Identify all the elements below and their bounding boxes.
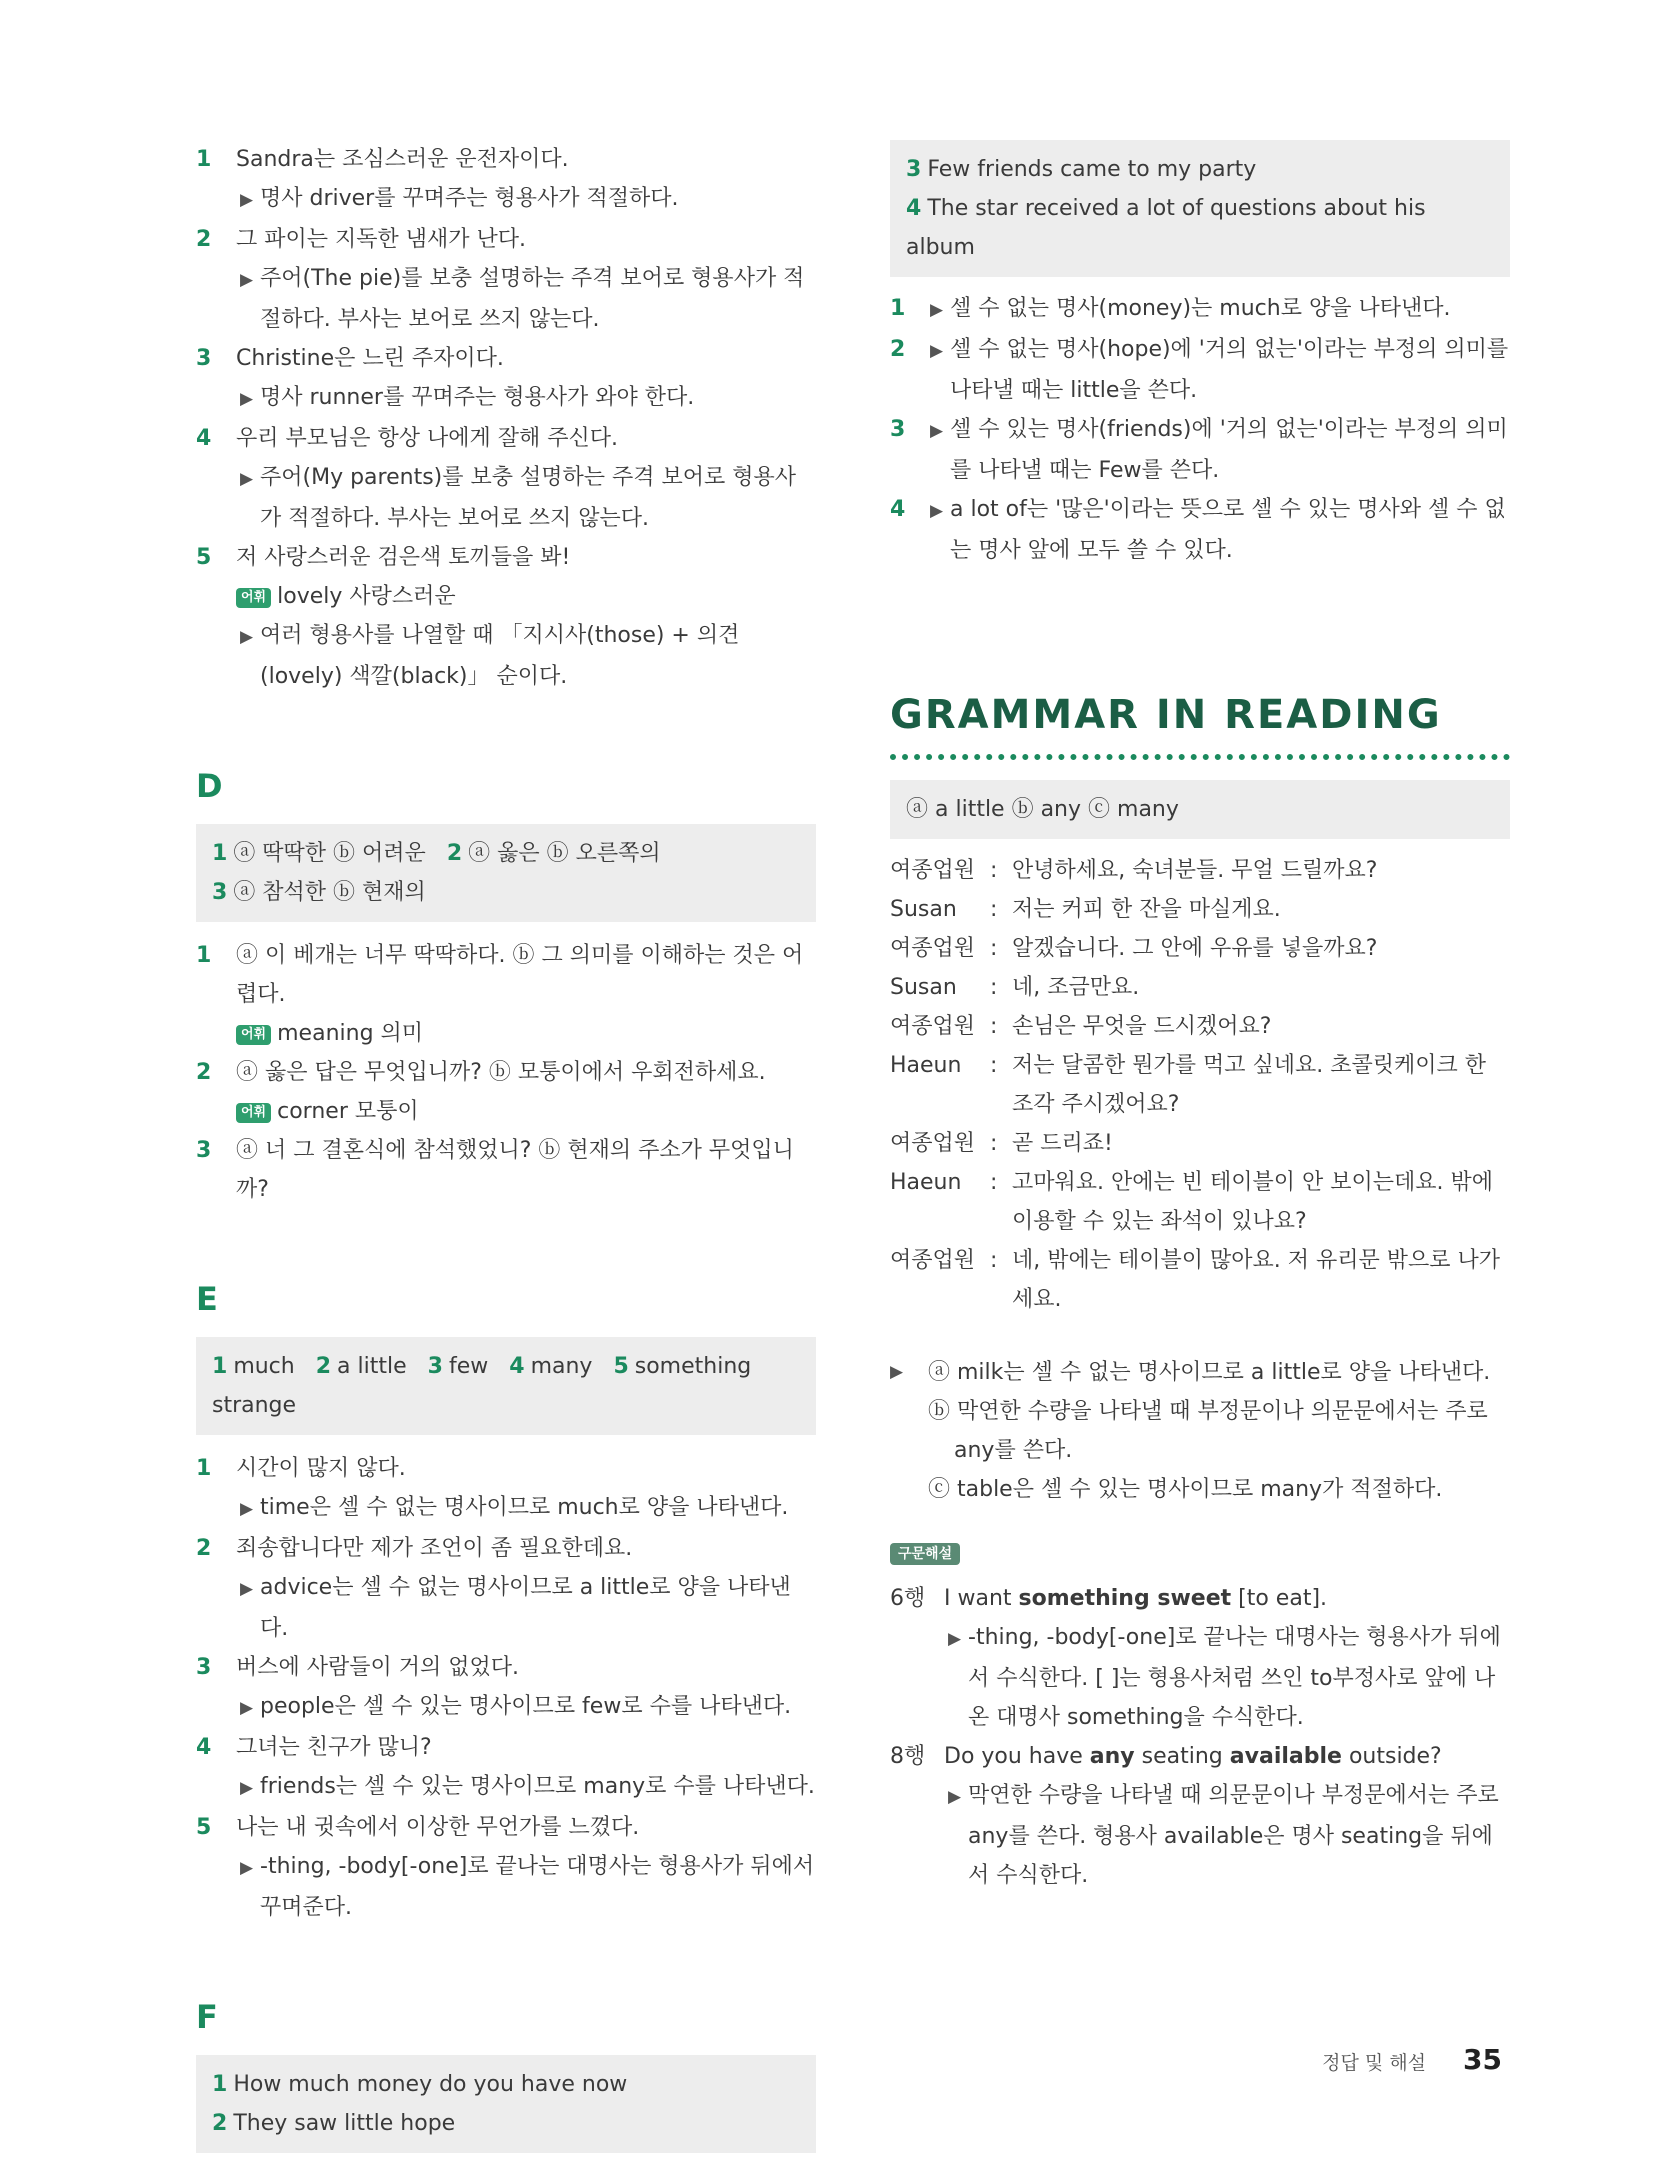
dialogue: [890, 851, 1510, 1319]
triangle-icon: ▶: [240, 1778, 254, 1798]
dialogue-row: Susan : 저는 커피 한 잔을 마실게요.: [890, 897, 1281, 922]
list-item: 2 ⓐ 옳은 답은 무엇입니까? ⓑ 모퉁이에서 우회전하세요. 어휘 corner 모퉁이: [196, 1053, 816, 1131]
triangle-icon: ▶: [240, 1499, 254, 1519]
section-f-list: [890, 289, 1510, 570]
triangle-icon: ▶: [930, 501, 944, 521]
triangle-icon: ▶: [890, 1362, 904, 1382]
section-d-list: [196, 936, 816, 1209]
section-e-list: [196, 1449, 816, 1927]
item-explanation: ▶ 주어(The pie)를 보충 설명하는 주격 보어로 형용사가 적절하다. 부사는 보어로 쓰지 않는다.: [236, 259, 816, 339]
list-item: [196, 538, 816, 696]
grammar-in-reading-title: GRAMMAR IN READING: [890, 690, 1510, 760]
item-number: 4: [196, 426, 212, 451]
triangle-icon: ▶: [240, 270, 254, 290]
triangle-icon: ▶: [240, 1858, 254, 1878]
list-item: 4 그녀는 친구가 많니? ▶ friends는 셀 수 있는 명사이므로 many로 수를 나타낸다.: [196, 1728, 816, 1808]
triangle-icon: ▶: [930, 300, 944, 320]
triangle-icon: ▶: [240, 469, 254, 489]
item-explanation: ▶ 여러 형용사를 나열할 때 「지시사(those) + 의견(lovely) 색깔(black)」 순이다.: [236, 616, 816, 696]
triangle-icon: ▶: [930, 341, 944, 361]
dialogue-row: 여종업원 : 곧 드리죠!: [890, 1131, 1113, 1156]
triangle-icon: ▶: [240, 389, 254, 409]
footer-label: 정답 및 해설: [1322, 2052, 1427, 2074]
answer-row: 3 ⓐ 참석한 ⓑ 현재의: [212, 880, 426, 905]
item-number: 5: [196, 545, 212, 570]
parse-list: [890, 1579, 1510, 1895]
answer-row: 1 ⓐ 딱딱한 ⓑ 어려운 2 ⓐ 옳은 ⓑ 오른쪽의: [212, 841, 661, 866]
list-item: 5 나는 내 귓속에서 이상한 무언가를 느꼈다. ▶ -thing, -body[-one]로 끝나는 대명사는 형용사가 뒤에서 꾸며준다.: [196, 1815, 815, 1920]
item-explanation: ▶ 명사 driver를 꾸며주는 형용사가 적절하다.: [236, 179, 816, 220]
parse-row: 6행 I want something sweet [to eat]. ▶ -thing, -body[-one]로 끝나는 대명사는 형용사가 뒤에서 수식한다. [ ]는 형용사처럼 쓰인 to부정사로 앞에 나온 대명사 something을 수식한다.: [890, 1586, 1501, 1730]
parse-row: 8행 Do you have any seating available outside? ▶ 막연한 수량을 나타낼 때 의문문이나 부정문에서는 주로 any를 쓴다. 형용사 available은 명사 seating을 뒤에서 수식한다.: [890, 1744, 1499, 1888]
answer-box-gir: ⓐ a little ⓑ any ⓒ many: [890, 780, 1510, 839]
dialogue-row: Susan : 네, 조금만요.: [890, 975, 1140, 1000]
vocab-line: 어휘 corner 모퉁이: [236, 1092, 816, 1131]
list-item: 3 ▶ 셀 수 있는 명사(friends)에 '거의 없는'이라는 부정의 의미를 나타낼 때는 Few를 쓴다.: [890, 410, 1510, 490]
page-footer: [1322, 2040, 1502, 2083]
vocab-line: 어휘 meaning 의미: [236, 1014, 816, 1053]
parse-badge: 구문해설: [890, 1543, 960, 1565]
vocab-badge: 어휘: [236, 1025, 271, 1045]
triangle-icon: ▶: [948, 1787, 962, 1807]
list-item: [196, 419, 816, 538]
parse-sentence: Do you have any seating available outside?: [944, 1744, 1442, 1769]
dialogue-row: Haeun : 저는 달콤한 뭔가를 먹고 싶네요. 초콜릿케이크 한 조각 주시겠어요?: [890, 1053, 1486, 1117]
section-letter-e: E: [196, 1280, 218, 1318]
item-number: 1: [196, 147, 212, 172]
list-item: 3 버스에 사람들이 거의 없었다. ▶ people은 셀 수 있는 명사이므로 few로 수를 나타낸다.: [196, 1648, 816, 1728]
list-item: 1 시간이 많지 않다. ▶ time은 셀 수 없는 명사이므로 much로 양을 나타낸다.: [196, 1449, 816, 1529]
dialogue-row: Haeun : 고마워요. 안에는 빈 테이블이 안 보이는데요. 밖에 이용할 수 있는 좌석이 있나요?: [890, 1170, 1493, 1234]
triangle-icon: ▶: [948, 1629, 962, 1649]
vocab-badge: 어휘: [236, 588, 271, 608]
page-number: 35: [1463, 2043, 1502, 2076]
right-column: [890, 140, 1510, 1895]
parse-sentence: I want something sweet [to eat].: [944, 1586, 1328, 1611]
triangle-icon: ▶: [930, 421, 944, 441]
list-item: [196, 339, 816, 419]
dialogue-row: 여종업원 : 네, 밖에는 테이블이 많아요. 저 유리문 밖으로 나가세요.: [890, 1248, 1500, 1312]
vocab-badge: 어휘: [236, 1103, 271, 1123]
item-sentence: 그 파이는 지독한 냄새가 난다.: [236, 227, 526, 252]
section-letter-f: F: [196, 1998, 218, 2036]
item-sentence: 저 사랑스러운 검은색 토끼들을 봐!: [236, 545, 571, 570]
item-number: 2: [196, 227, 212, 252]
item-sentence: Christine은 느린 주자이다.: [236, 346, 504, 371]
vocab-line: 어휘 lovely 사랑스러운: [236, 577, 816, 616]
section-c-list: [196, 140, 816, 696]
section-letter-d: D: [196, 767, 223, 805]
list-item: 2 죄송합니다만 제가 조언이 좀 필요한데요. ▶ advice는 셀 수 없는 명사이므로 a little로 양을 나타낸다.: [196, 1536, 791, 1641]
answer-box-d: [196, 824, 816, 922]
list-item: 1 ▶ 셀 수 없는 명사(money)는 much로 양을 나타낸다.: [890, 289, 1510, 330]
list-item: 3 ⓐ 너 그 결혼식에 참석했었니? ⓑ 현재의 주소가 무엇입니까?: [196, 1138, 794, 1202]
dialogue-row: 여종업원 : 손님은 무엇을 드시겠어요?: [890, 1014, 1272, 1039]
list-item: [196, 220, 816, 339]
triangle-icon: ▶: [240, 1579, 254, 1599]
triangle-icon: ▶: [240, 627, 254, 647]
answer-box-e: 1 much 2 a little 3 few 4 many 5 something strange: [196, 1337, 816, 1435]
item-number: 3: [196, 346, 212, 371]
item-sentence: 우리 부모님은 항상 나에게 잘해 주신다.: [236, 426, 618, 451]
grammar-explanation: ▶ ⓐ milk는 셀 수 없는 명사이므로 a little로 양을 나타낸다. ⓑ 막연한 수량을 나타낼 때 부정문이나 의문문에서는 주로 any를 쓴다. ⓒ table은 셀 수 있는 명사이므로 many가 적절하다.: [890, 1353, 1510, 1509]
list-item: [196, 140, 816, 220]
item-sentence: Sandra는 조심스러운 운전자이다.: [236, 147, 569, 172]
dialogue-row: 여종업원 : 안녕하세요, 숙녀분들. 무얼 드릴까요?: [890, 858, 1378, 883]
triangle-icon: ▶: [240, 1698, 254, 1718]
list-item: 1 ⓐ 이 베개는 너무 딱딱하다. ⓑ 그 의미를 이해하는 것은 어렵다. 어휘 meaning 의미: [196, 936, 816, 1053]
answer-box-f-cont: 3 Few friends came to my party 4 The star received a lot of questions about his album: [890, 140, 1510, 277]
item-explanation: ▶ 주어(My parents)를 보충 설명하는 주격 보어로 형용사가 적절하다. 부사는 보어로 쓰지 않는다.: [236, 458, 816, 538]
triangle-icon: ▶: [240, 190, 254, 210]
list-item: 4 ▶ a lot of는 '많은'이라는 뜻으로 셀 수 있는 명사와 셀 수 없는 명사 앞에 모두 쓸 수 있다.: [890, 490, 1510, 570]
item-explanation: ▶ 명사 runner를 꾸며주는 형용사가 와야 한다.: [236, 378, 816, 419]
dialogue-row: 여종업원 : 알겠습니다. 그 안에 우유를 넣을까요?: [890, 936, 1378, 961]
answer-box-f: 1 How much money do you have now 2 They saw little hope: [196, 2055, 816, 2153]
list-item: 2 ▶ 셀 수 없는 명사(hope)에 '거의 없는'이라는 부정의 의미를 나타낼 때는 little을 쓴다.: [890, 330, 1510, 410]
left-column: [196, 140, 816, 2153]
